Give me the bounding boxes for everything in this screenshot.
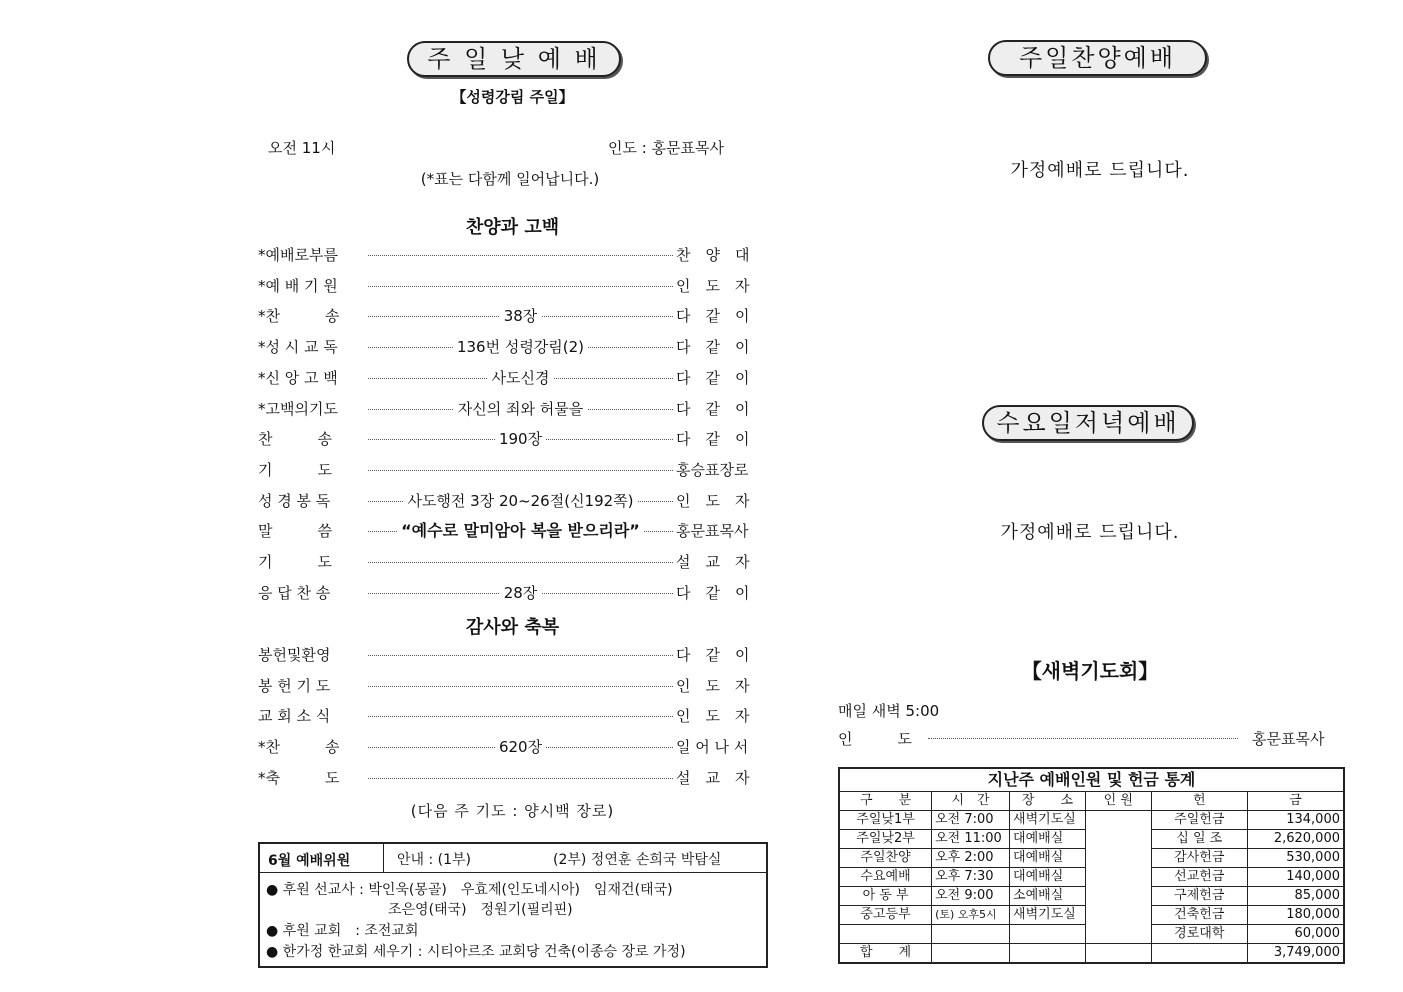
leader-dots bbox=[368, 286, 673, 287]
order-label: 교 회 소 식 bbox=[258, 707, 331, 726]
order-row bbox=[258, 275, 768, 297]
order-row bbox=[258, 644, 768, 666]
statistics-title: 지난주 예배인원 및 헌금 통계 bbox=[839, 768, 1344, 792]
order-row bbox=[258, 305, 768, 327]
statistics-row: 중고등부 (토) 오후5시 새벽기도실 건축헌금 180,000 bbox=[839, 906, 1344, 925]
order-row bbox=[258, 367, 768, 389]
dawn-prayer-time: 매일 새벽 5:00 bbox=[838, 702, 940, 720]
order-content: 28장 bbox=[500, 584, 542, 602]
order-label: *신 앙 고 백 bbox=[258, 368, 338, 387]
order-label: 성 경 봉 독 bbox=[258, 491, 331, 510]
sunday-praise-text: 가정예배로 드립니다. bbox=[1010, 160, 1190, 181]
statistics-row: 주일찬양 오후 2:00 대예배실 감사헌금 530,000 bbox=[839, 849, 1344, 868]
order-person: 다 같 이 bbox=[676, 399, 750, 418]
order-person: 다 같 이 bbox=[676, 583, 750, 602]
order-content: “예수로 말미암아 복을 받으리라” bbox=[397, 521, 644, 540]
order-person: 다 같 이 bbox=[676, 368, 750, 387]
statistics-total-row: 합 계 3,749,000 bbox=[839, 944, 1344, 964]
service-subtitle: 【성령강림 주일】 bbox=[451, 88, 574, 106]
leader-dots bbox=[368, 778, 673, 779]
order-row bbox=[258, 736, 768, 758]
service-leader: 인도 : 홍문표목사 bbox=[608, 139, 725, 157]
order-row bbox=[258, 459, 768, 481]
order-content: 38장 bbox=[500, 307, 542, 325]
statistics-row: 주일낮2부 오전 11:00 대예배실 십 일 조 2,620,000 bbox=[839, 830, 1344, 849]
order-person: 다 같 이 bbox=[676, 646, 750, 664]
standing-note: (*표는 다함께 일어납니다.) bbox=[420, 170, 600, 188]
committee-guide: 안내 : (1부) bbox=[397, 852, 472, 868]
leader-dots bbox=[368, 470, 673, 471]
statistics-row: 아 동 부 오전 9:00 소예배실 구제헌금 85,000 bbox=[839, 887, 1344, 906]
order-label: 기 도 bbox=[258, 460, 332, 479]
order-person: 인 도 자 bbox=[676, 276, 750, 295]
order-row bbox=[258, 675, 768, 697]
order-label: *찬 송 bbox=[258, 307, 340, 326]
order-row bbox=[258, 520, 768, 542]
order-person: 홍승표장로 bbox=[676, 460, 749, 479]
committee-family: ● 한가정 한교회 세우기 : 시티아르조 교회당 건축(이종승 장로 가정) bbox=[266, 944, 686, 960]
order-content: 자신의 죄와 허물을 bbox=[454, 400, 587, 418]
committee-church: ● 후원 교회 : 조전교회 bbox=[266, 923, 419, 939]
section-heading-thanks: 감사와 축복 bbox=[465, 617, 560, 638]
committee-title: 6월 예배위원 bbox=[268, 853, 351, 869]
statistics-row: 수요예배 오후 7:30 대예배실 선교헌금 140,000 bbox=[839, 868, 1344, 887]
wednesday-service-text: 가정예배로 드립니다. bbox=[1000, 522, 1180, 543]
order-row bbox=[258, 551, 768, 573]
order-row bbox=[258, 336, 768, 358]
order-content: 190장 bbox=[495, 430, 546, 448]
order-person: 인 도 자 bbox=[676, 491, 750, 510]
wednesday-service-title: 수요일저녁예배 bbox=[982, 405, 1194, 441]
leader-dots bbox=[368, 716, 673, 717]
order-person: 홍문표목사 bbox=[676, 522, 749, 541]
order-label: *축 도 bbox=[258, 768, 340, 787]
dawn-prayer-leader: 홍문표목사 bbox=[1252, 730, 1325, 748]
statistics-header-row: 구 분 시 간 장 소 인 원 헌 금 bbox=[839, 792, 1344, 811]
service-time: 오전 11시 bbox=[268, 139, 336, 157]
order-person: 설 교 자 bbox=[676, 553, 750, 571]
order-label: 말 씀 bbox=[258, 522, 332, 541]
order-person: 다 같 이 bbox=[676, 430, 750, 449]
order-person: 설 교 자 bbox=[676, 768, 750, 787]
leader-dots bbox=[368, 686, 673, 687]
order-row bbox=[258, 490, 768, 512]
leader-dots bbox=[368, 562, 673, 563]
order-label: 찬 송 bbox=[258, 430, 332, 449]
order-content: 136번 성령강림(2) bbox=[453, 338, 588, 356]
committee-missionaries: ● 후원 선교사 : 박인욱(몽골) 우효제(인도네시아) 임재건(태국) bbox=[266, 882, 673, 898]
order-row bbox=[258, 705, 768, 727]
leader-dots bbox=[368, 655, 673, 656]
order-label: *예배로부름 bbox=[258, 246, 338, 264]
committee-guide-2: (2부) 정연훈 손희국 박탐실 bbox=[553, 852, 722, 868]
order-label: 응 답 찬 송 bbox=[258, 583, 331, 602]
sunday-service-title: 주 일 낮 예 배 bbox=[407, 41, 621, 77]
order-row bbox=[258, 767, 768, 789]
order-content: 620장 bbox=[495, 738, 546, 756]
statistics-row: 경로대학 60,000 bbox=[839, 925, 1344, 944]
order-label: 봉 헌 기 도 bbox=[258, 676, 331, 695]
order-person: 일 어 나 서 bbox=[676, 738, 749, 757]
statistics-row: 주일낮1부 오전 7:00 새벽기도실 주일헌금 134,000 bbox=[839, 811, 1344, 830]
order-person: 다 같 이 bbox=[676, 307, 750, 326]
order-label: *성 시 교 독 bbox=[258, 338, 338, 357]
order-label: *예 배 기 원 bbox=[258, 276, 338, 295]
order-label: 기 도 bbox=[258, 553, 332, 571]
order-label: 봉헌및환영 bbox=[258, 646, 331, 664]
order-row bbox=[258, 398, 768, 420]
section-heading-praise: 찬양과 고백 bbox=[465, 217, 560, 238]
order-row bbox=[258, 428, 768, 450]
dawn-prayer-leader-label: 인 도 bbox=[838, 730, 912, 748]
order-row bbox=[258, 244, 768, 266]
order-person: 다 같 이 bbox=[676, 338, 750, 357]
sunday-praise-title: 주일찬양예배 bbox=[988, 40, 1207, 76]
order-label: *고백의기도 bbox=[258, 399, 338, 418]
dawn-prayer-title: 【새벽기도회】 bbox=[1021, 659, 1159, 683]
next-prayer-note: (다음 주 기도 : 양시백 장로) bbox=[410, 802, 615, 820]
order-row bbox=[258, 582, 768, 604]
order-label: *찬 송 bbox=[258, 738, 340, 757]
committee-missionaries-2: 조은영(태국) 정원기(필리핀) bbox=[388, 902, 573, 918]
statistics-table bbox=[838, 767, 1345, 964]
leader-dots bbox=[368, 255, 673, 256]
order-person: 인 도 자 bbox=[676, 676, 750, 695]
order-person: 인 도 자 bbox=[676, 707, 750, 726]
order-person: 찬 양 대 bbox=[676, 246, 750, 264]
order-content: 사도행전 3장 20~26절(신192쪽) bbox=[403, 492, 637, 510]
order-content: 사도신경 bbox=[488, 369, 554, 387]
